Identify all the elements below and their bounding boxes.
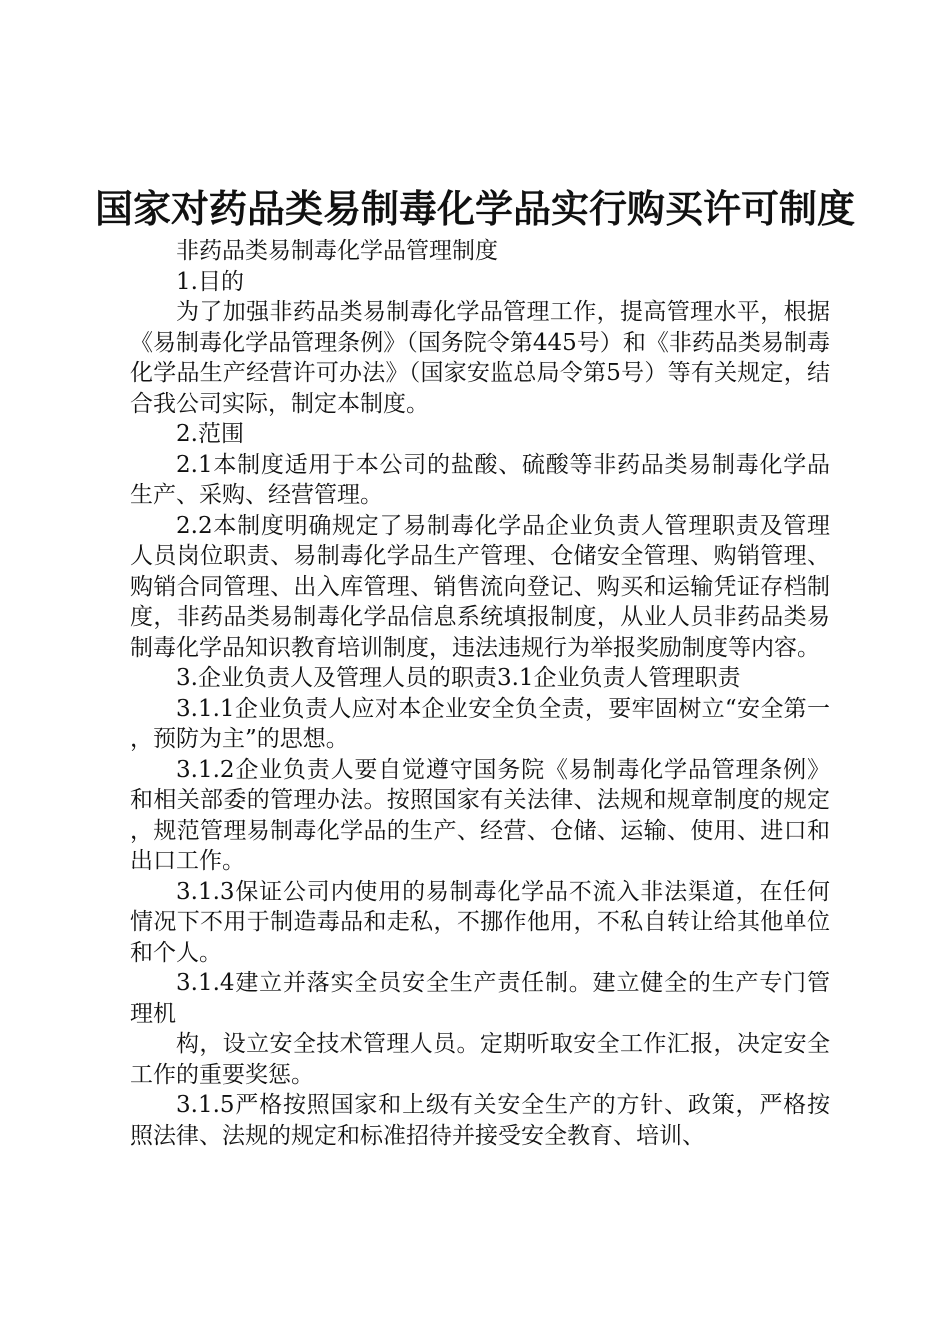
paragraph-3-1-4: 3.1.4建立并落实全员安全生产责任制。建立健全的生产专门管理机 <box>130 970 830 1027</box>
paragraph-section-3: 3.企业负责人及管理人员的职责3.1企业负责人管理职责 <box>176 665 741 691</box>
document-title: 国家对药品类易制毒化学品实行购买许可制度 <box>94 187 855 231</box>
paragraph-3-1-4-cont: 构，设立安全技术管理人员。定期听取安全工作汇报，决定安全工作的重要奖惩。 <box>130 1031 830 1088</box>
paragraph-3-1-1: 3.1.1企业负责人应对本企业安全负全责，要牢固树立“安全第一，预防为主”的思想。 <box>130 695 830 752</box>
paragraph-3-1-5: 3.1.5严格按照国家和上级有关安全生产的方针、政策，严格按照法律、法规的规定和标准招待并接受安全教育、培训、 <box>130 1092 830 1149</box>
paragraph-section-2: 2.范围 <box>176 421 244 447</box>
paragraph-3-1-2: 3.1.2企业负责人要自觉遵守国务院《易制毒化学品管理条例》和相关部委的管理办法。按照国家有关法律、法规和规章制度的规定，规范管理易制毒化学品的生产、经营、仓储、运输、使用、进口和出口工作。 <box>130 756 830 874</box>
paragraph-3-1-3: 3.1.3保证公司内使用的易制毒化学品不流入非法渠道，在任何情况下不用于制造毒品和走私，不挪作他用，不私自转让给其他单位和个人。 <box>130 878 830 966</box>
paragraph-purpose: 为了加强非药品类易制毒化学品管理工作，提高管理水平，根据《易制毒化学品管理条例》（国务院令第445号）和《非药品类易制毒化学品生产经营许可办法》（国家安监总局令第5号）等有关规定，结合我公司实际，制定本制度。 <box>130 299 830 417</box>
paragraph-2-2: 2.2本制度明确规定了易制毒化学品企业负责人管理职责及管理人员岗位职责、易制毒化学品生产管理、仓储安全管理、购销管理、购销合同管理、出入库管理、销售流向登记、购买和运输凭证存档制度，非药品类易制毒化学品信息系统填报制度，从业人员非药品类易制毒化学品知识教育培训制度，违法违规行为举报奖励制度等内容。 <box>130 512 830 661</box>
paragraph-section-1: 1.目的 <box>176 268 244 295</box>
document-body <box>130 236 830 1151</box>
paragraph-heading: 非药品类易制毒化学品管理制度 <box>176 238 498 264</box>
paragraph-2-1: 2.1本制度适用于本公司的盐酸、硫酸等非药品类易制毒化学品生产、采购、经营管理。 <box>130 451 830 508</box>
